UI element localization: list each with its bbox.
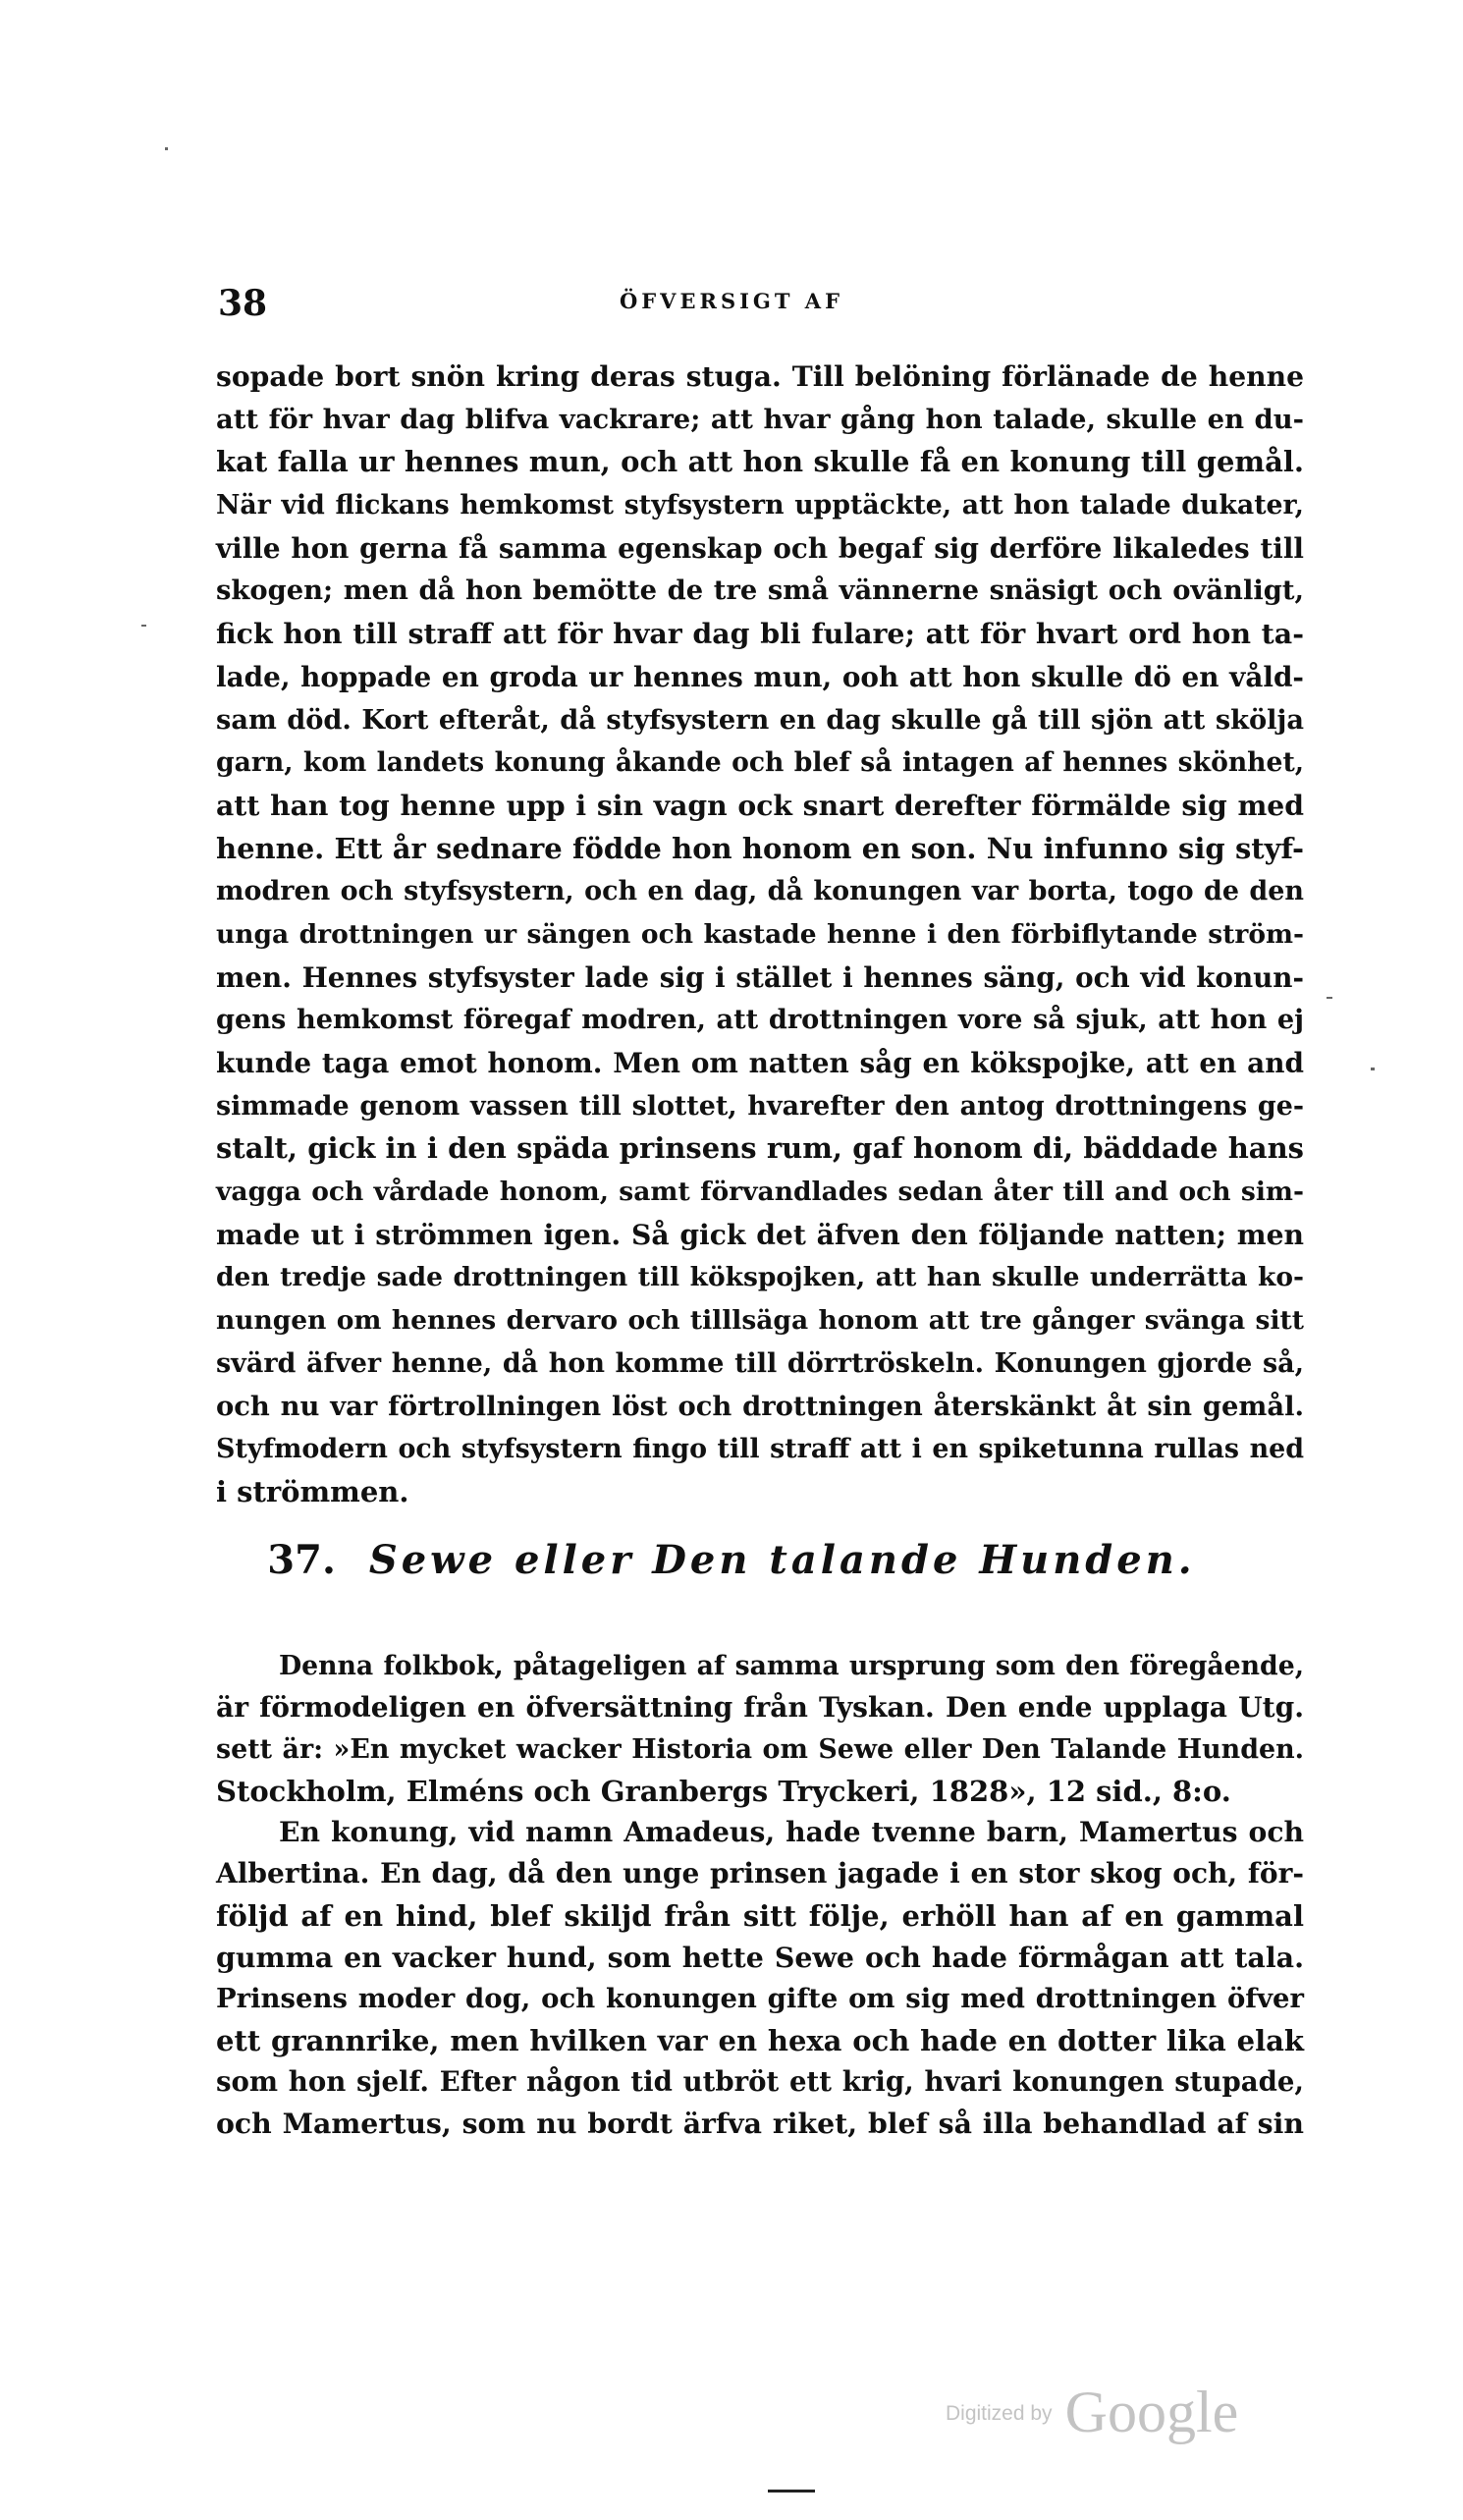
text-line: skogen; men då hon bemötte de tre små vännerne snäsigt och ovänligt, — [216, 575, 1304, 607]
page-number: 38 — [218, 283, 268, 324]
text-line: nungen om hennes dervaro och tilllsäga honom att tre gånger svänga sitt — [216, 1305, 1304, 1337]
text-line: som hon sjelf. Efter någon tid utbröt ett krig, hvari konungen stupade, — [216, 2065, 1304, 2098]
digitized-by-google-watermark — [946, 2379, 1238, 2446]
text-line: sopade bort snön kring deras stuga. Till belöning förlänade de henne — [216, 360, 1304, 393]
text-line: vagga och vårdade honom, samt förvandlades sedan åter till and och sim- — [216, 1177, 1304, 1208]
text-line: fick hon till straff att för hvar dag bli fulare; att för hvart ord hon ta- — [216, 617, 1304, 651]
text-line: En konung, vid namn Amadeus, hade tvenne barn, Mamertus och — [279, 1816, 1304, 1849]
text-line: Prinsens moder dog, och konungen gifte om sig med drottningen öfver — [216, 1983, 1304, 2015]
text-line: följd af en hind, blef skiljd från sitt följe, erhöll han af en gammal — [216, 1898, 1304, 1933]
text-line: stalt, gick in i den späda prinsens rum, gaf honom di, bäddade hans — [216, 1131, 1304, 1166]
text-line: ville hon gerna få samma egenskap och begaf sig derföre likaledes till — [216, 531, 1304, 565]
google-logo: Google — [1064, 2380, 1239, 2444]
text-block-top — [216, 356, 1304, 1514]
text-block-bottom — [216, 1646, 1304, 2145]
scan-speck — [1371, 1068, 1375, 1070]
text-line: att för hvar dag blifva vackrare; att hvar gång hon talade, skulle en du- — [216, 403, 1304, 435]
text-line: gumma en vacker hund, som hette Sewe och hade förmågan att tala. — [216, 1941, 1304, 1975]
text-line: att han tog henne upp i sin vagn ock snart derefter förmälde sig med — [216, 788, 1304, 822]
chapter-title: Sewe eller Den talande Hunden. — [368, 1537, 1196, 1583]
text-line: och Mamertus, som nu bordt ärfva riket, blef så illa behandlad af sin — [216, 2107, 1304, 2141]
text-line: men. Hennes styfsyster lade sig i stället i hennes säng, och vid konun- — [216, 960, 1304, 994]
text-line: lade, hoppade en groda ur hennes mun, ooh att hon skulle dö en våld- — [216, 660, 1304, 693]
text-line: gens hemkomst föregaf modren, att drottningen vore så sjuk, att hon ej — [216, 1004, 1304, 1036]
running-head: ÖFVERSIGT AF — [619, 289, 844, 313]
chapter-heading — [0, 1537, 1463, 1583]
scan-speck — [165, 147, 168, 150]
text-line: henne. Ett år sednare födde hon honom en son. Nu infunno sig styf- — [216, 831, 1304, 865]
text-line: modren och styfsystern, och en dag, då konungen var borta, togo de den — [216, 876, 1304, 907]
chapter-number: 37. — [267, 1537, 336, 1583]
text-line: i strömmen. — [216, 1474, 409, 1508]
text-line: När vid flickans hemkomst styfsystern upptäckte, att hon talade dukater, — [216, 490, 1304, 521]
text-line: Albertina. En dag, då den unge prinsen jagade i en stor skog och, för- — [216, 1857, 1304, 1890]
footer-rule — [768, 2490, 815, 2493]
text-line: made ut i strömmen igen. Så gick det äfven den följande natten; men — [216, 1218, 1304, 1251]
text-line: Styfmodern och styfsystern fingo till straff att i en spiketunna rullas ned — [216, 1434, 1304, 1465]
watermark-prefix: Digitized by — [946, 2402, 1053, 2425]
text-line: sam död. Kort efteråt, då styfsystern en dag skulle gå till sjön att skölja — [216, 703, 1304, 736]
text-line: är förmodeligen en öfversättning från Tyskan. Den ende upplaga Utg. — [216, 1691, 1304, 1725]
text-line: unga drottningen ur sängen och kastade henne i den förbiflytande ström- — [216, 918, 1304, 950]
scan-speck — [1327, 997, 1332, 999]
text-line: ett grannrike, men hvilken var en hexa och hade en dotter lika elak — [216, 2023, 1304, 2057]
text-line: Stockholm, Elméns och Granbergs Tryckeri, 1828», 12 sid., 8:o. — [216, 1774, 1231, 1808]
text-line: och nu var förtrollningen löst och drottningen återskänkt åt sin gemål. — [216, 1390, 1304, 1422]
text-line: simmade genom vassen till slottet, hvarefter den antog drottningens ge- — [216, 1090, 1304, 1122]
text-line: den tredje sade drottningen till kökspojken, att han skulle underrätta ko- — [216, 1262, 1304, 1293]
text-line: garn, kom landets konung åkande och blef så intagen af hennes skönhet, — [216, 747, 1304, 779]
scan-speck — [141, 625, 146, 627]
text-line: svärd äfver henne, då hon komme till dörrtröskeln. Konungen gjorde så, — [216, 1347, 1304, 1379]
text-line: Denna folkbok, påtageligen af samma ursprung som den föregående, — [279, 1651, 1304, 1681]
text-line: kunde taga emot honom. Men om natten såg en kökspojke, att en and — [216, 1047, 1304, 1079]
text-line: kat falla ur hennes mun, och att hon skulle få en konung till gemål. — [216, 445, 1304, 479]
text-line: sett är: »En mycket wacker Historia om Sewe eller Den Talande Hunden. — [216, 1733, 1304, 1765]
